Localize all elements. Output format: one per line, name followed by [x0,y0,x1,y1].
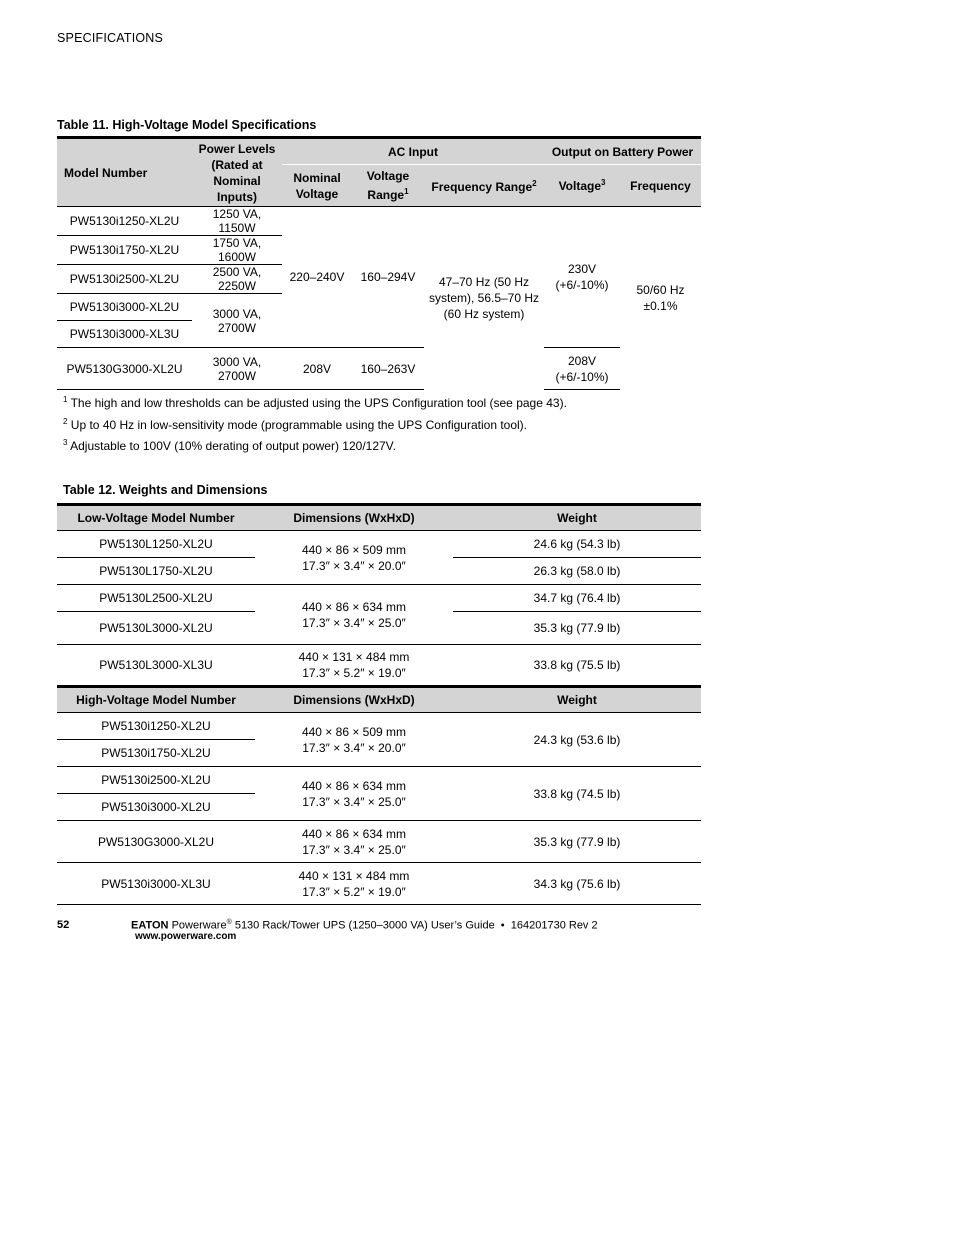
nominal-voltage-cell: 208V [282,348,352,390]
power-cell: 3000 VA, 2700W [192,294,282,348]
weight-cell: 35.3 kg (77.9 lb) [453,612,701,645]
power-cell: 2500 VA, 2250W [192,265,282,294]
footer-url[interactable]: www.powerware.com [135,931,237,942]
model-cell: PW5130G3000-XL2U [57,348,192,390]
weight-cell: 34.3 kg (75.6 lb) [453,863,701,905]
model-cell: PW5130L1750-XL2U [57,558,255,585]
footer-title: EATON Powerware® 5130 Rack/Tower UPS (1250–3000 VA) User’s Guide • 164201730 Rev 2 [131,919,598,932]
output-voltage-cell: 208V (+6/-10%) [544,348,620,390]
col-dimensions: Dimensions (WxHxD) [255,505,453,531]
model-cell: PW5130i3000-XL3U [57,321,192,348]
col-dimensions: Dimensions (WxHxD) [255,687,453,713]
table-11-caption: Table 11. High-Voltage Model Specifications [57,118,317,132]
footnote: $^3$ Adjustable to 100V (10% derating of output power) 120/127V. [63,438,396,453]
model-cell: PW5130L3000-XL2U [57,612,255,645]
weights-dimensions-table [57,503,701,905]
dimensions-cell: 440 × 86 × 634 mm 17.3″ × 3.4″ × 25.0″ [255,767,453,821]
col-output-frequency: Frequency [620,165,701,207]
page-header: SPECIFICATIONS [57,31,164,45]
table-12-caption: Table 12. Weights and Dimensions [63,483,268,497]
dimensions-cell: 440 × 86 × 509 mm 17.3″ × 3.4″ × 20.0″ [255,713,453,767]
model-cell: PW5130L2500-XL2U [57,585,255,612]
document-title: 5130 Rack/Tower UPS (1250–3000 VA) User’s Guide • 164201730 Rev 2 [231,919,598,932]
model-cell: PW5130i3000-XL2U [57,294,192,321]
output-frequency-cell: 50/60 Hz ±0.1% [620,207,701,390]
model-cell: PW5130i1250-XL2U [57,713,255,740]
weight-cell: 33.8 kg (74.5 lb) [453,767,701,821]
product-name: Powerware [171,919,227,932]
footnote: $^1$ The high and low thresholds can be adjusted using the UPS Configuration tool (see page 43). [63,395,567,410]
model-cell: PW5130L3000-XL3U [57,645,255,687]
col-model-number: Model Number [57,138,192,207]
power-cell: 3000 VA, 2700W [192,348,282,390]
dimensions-cell: 440 × 86 × 509 mm 17.3″ × 3.4″ × 20.0″ [255,531,453,585]
model-cell: PW5130i1250-XL2U [57,207,192,236]
weight-cell: 35.3 kg (77.9 lb) [453,821,701,863]
voltage-range-cell: 160–294V [352,207,424,348]
voltage-range-cell: 160–263V [352,348,424,390]
nominal-voltage-cell: 220–240V [282,207,352,348]
page-number: 52 [57,919,70,931]
model-cell: PW5130i1750-XL2U [57,236,192,265]
weight-cell: 33.8 kg (75.5 lb) [453,645,701,687]
model-cell: PW5130i3000-XL2U [57,794,255,821]
frequency-range-cell: 47–70 Hz (50 Hz system), 56.5–70 Hz (60 Hz system) [424,207,544,390]
power-cell: 1250 VA, 1150W [192,207,282,236]
model-cell: PW5130G3000-XL2U [57,821,255,863]
col-frequency-range: Frequency Range$^2$ [424,165,544,207]
high-voltage-spec-table [57,136,701,390]
col-low-voltage-model: Low-Voltage Model Number [57,505,255,531]
output-voltage-cell: 230V (+6/-10%) [544,207,620,348]
model-cell: PW5130i2500-XL2U [57,265,192,294]
weight-cell: 24.3 kg (53.6 lb) [453,713,701,767]
model-cell: PW5130i3000-XL3U [57,863,255,905]
col-group-output-battery: Output on Battery Power [544,138,701,165]
footnotes [63,391,567,456]
dimensions-cell: 440 × 86 × 634 mm 17.3″ × 3.4″ × 25.0″ [255,585,453,645]
dimensions-cell: 440 × 131 × 484 mm 17.3″ × 5.2″ × 19.0″ [255,645,453,687]
footnote: $^2$ Up to 40 Hz in low-sensitivity mode (programmable using the UPS Configuration tool). [63,416,528,432]
weight-cell: 24.6 kg (54.3 lb) [453,531,701,558]
power-cell: 1750 VA, 1600W [192,236,282,265]
col-voltage-range: Voltage Range$^1$ [352,165,424,207]
brand-name: EATON [131,919,169,932]
col-group-ac-input: AC Input [282,138,544,165]
col-weight: Weight [453,687,701,713]
model-cell: PW5130L1250-XL2U [57,531,255,558]
dimensions-cell: 440 × 86 × 634 mm 17.3″ × 3.4″ × 25.0″ [255,821,453,863]
col-nominal-voltage: Nominal Voltage [282,165,352,207]
weight-cell: 26.3 kg (58.0 lb) [453,558,701,585]
col-weight: Weight [453,505,701,531]
col-output-voltage: Voltage$^3$ [544,165,620,207]
model-cell: PW5130i1750-XL2U [57,740,255,767]
model-cell: PW5130i2500-XL2U [57,767,255,794]
weight-cell: 34.7 kg (76.4 lb) [453,585,701,612]
col-power-levels: Power Levels (Rated at Nominal Inputs) [192,138,282,207]
dimensions-cell: 440 × 131 × 484 mm 17.3″ × 5.2″ × 19.0″ [255,863,453,905]
col-high-voltage-model: High-Voltage Model Number [57,687,255,713]
